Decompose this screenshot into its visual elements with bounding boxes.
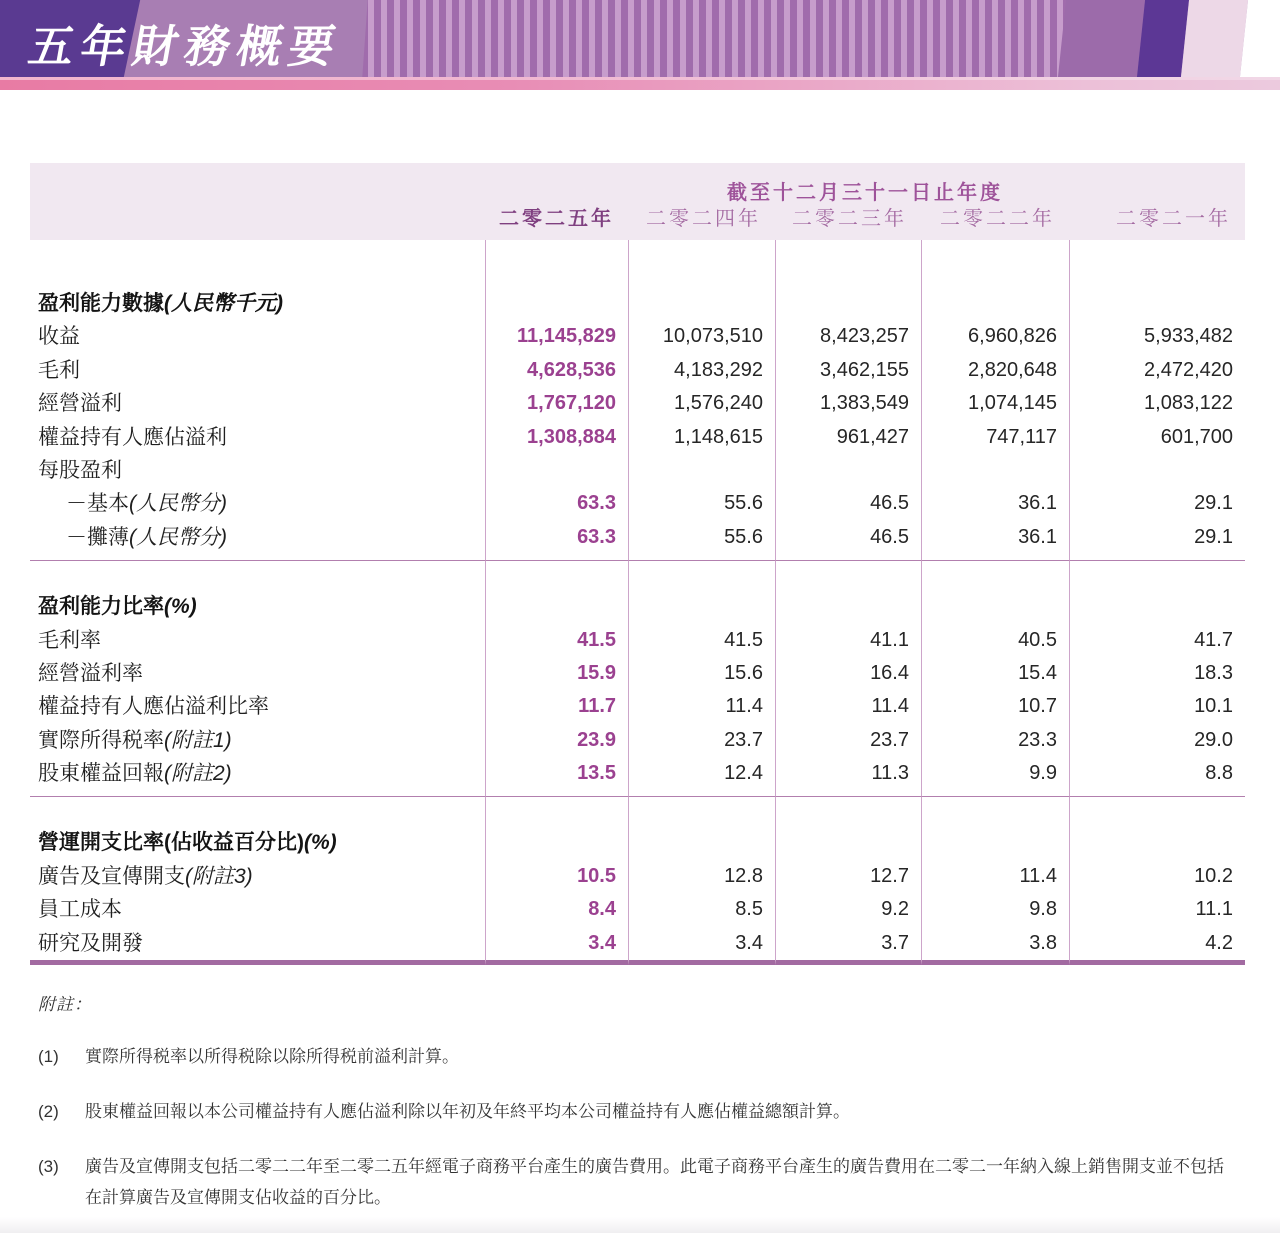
cell-value: 36.1 xyxy=(921,487,1069,520)
row-label-text: 權益持有人應佔溢利 xyxy=(38,425,227,449)
cell-value: 55.6 xyxy=(628,487,775,520)
footnote-number: (1) xyxy=(38,1047,59,1067)
row-label-note: (附註2) xyxy=(164,762,232,786)
section-title-note: (人民幣千元) xyxy=(164,292,283,315)
cell-value xyxy=(921,960,1069,965)
cell-value xyxy=(485,554,628,561)
cell-value xyxy=(775,240,921,287)
row-label xyxy=(30,421,485,454)
cell-value: 1,308,884 xyxy=(485,421,628,454)
cell-value xyxy=(921,287,1069,320)
cell-value: 36.1 xyxy=(921,521,1069,554)
cell-value xyxy=(921,561,1069,590)
section-title xyxy=(30,590,485,623)
year-column-header: 二零二三年 xyxy=(792,208,907,230)
cell-value xyxy=(1069,554,1245,561)
cell-value: 8.5 xyxy=(628,893,775,926)
cell-value xyxy=(1069,797,1245,826)
cell-value: 12.8 xyxy=(628,860,775,893)
row-label xyxy=(30,487,485,520)
cell-value xyxy=(485,287,628,320)
row-label xyxy=(30,724,485,757)
cell-value xyxy=(628,454,775,487)
footnote-item xyxy=(38,1096,1245,1127)
cell-value: 12.4 xyxy=(628,757,775,790)
cell-value xyxy=(485,797,628,826)
table-row xyxy=(30,690,1245,723)
cell-value: 3,462,155 xyxy=(775,354,921,387)
section-header-row xyxy=(30,590,1245,623)
spacer-label xyxy=(30,797,485,826)
cell-value: 15.6 xyxy=(628,657,775,690)
cell-value xyxy=(921,826,1069,859)
cell-value: 6,960,826 xyxy=(921,320,1069,353)
row-label xyxy=(30,690,485,723)
cell-value: 10.7 xyxy=(921,690,1069,723)
cell-value xyxy=(921,240,1069,287)
cell-value xyxy=(1069,826,1245,859)
banner-stripes-decoration xyxy=(348,0,1066,77)
spacer-label xyxy=(30,790,485,797)
cell-value xyxy=(485,454,628,487)
footnote-item xyxy=(38,1151,1245,1213)
section-header-row xyxy=(30,287,1245,320)
cell-value: 15.4 xyxy=(921,657,1069,690)
period-header: 截至十二月三十一日止年度 xyxy=(727,182,1003,204)
row-label xyxy=(30,860,485,893)
cell-value: 1,148,615 xyxy=(628,421,775,454)
cell-value xyxy=(921,797,1069,826)
cell-value: 1,083,122 xyxy=(1069,387,1245,420)
table-row xyxy=(30,757,1245,790)
table-row xyxy=(30,860,1245,893)
cell-value: 63.3 xyxy=(485,521,628,554)
cell-value xyxy=(628,561,775,590)
cell-value: 2,472,420 xyxy=(1069,354,1245,387)
spacer-label xyxy=(30,554,485,561)
cell-value xyxy=(775,790,921,797)
cell-value: 46.5 xyxy=(775,487,921,520)
cell-value xyxy=(628,590,775,623)
cell-value: 4,628,536 xyxy=(485,354,628,387)
row-label xyxy=(30,893,485,926)
cell-value: 23.3 xyxy=(921,724,1069,757)
footnote-number: (2) xyxy=(38,1102,59,1122)
footnote-item xyxy=(38,1041,1245,1072)
cell-value xyxy=(775,554,921,561)
cell-value: 46.5 xyxy=(775,521,921,554)
footnotes-section xyxy=(30,990,1245,1213)
table-row xyxy=(30,893,1245,926)
table-row xyxy=(30,724,1245,757)
cell-value: 9.8 xyxy=(921,893,1069,926)
footnote-number: (3) xyxy=(38,1157,59,1177)
section-title-text: 盈利能力比率 xyxy=(38,595,164,619)
cell-value xyxy=(485,561,628,590)
cell-value xyxy=(775,826,921,859)
footnote-text: 廣告及宣傳開支包括二零二二年至二零二五年經電子商務平台產生的廣告費用。此電子商務平台產生的廣告費用在二零二一年納入線上銷售開支並不包括在計算廣告及宣傳開支佔收益的百分比。 xyxy=(85,1157,1224,1208)
row-label-text: 權益持有人應佔溢利比率 xyxy=(38,695,269,719)
cell-value: 11.1 xyxy=(1069,893,1245,926)
cell-value xyxy=(775,287,921,320)
footnotes-list xyxy=(38,1041,1245,1213)
row-label-text: 每股盈利 xyxy=(38,458,122,482)
cell-value: 12.7 xyxy=(775,860,921,893)
cell-value xyxy=(1069,590,1245,623)
cell-value: 3.4 xyxy=(628,927,775,960)
cell-value xyxy=(628,240,775,287)
row-label xyxy=(30,657,485,690)
cell-value: 8.4 xyxy=(485,893,628,926)
cell-value: 11.7 xyxy=(485,690,628,723)
section-title-text: 盈利能力數據 xyxy=(38,292,164,315)
cell-value: 4,183,292 xyxy=(628,354,775,387)
cell-value: 23.7 xyxy=(775,724,921,757)
table-row xyxy=(30,421,1245,454)
cell-value: 3.4 xyxy=(485,927,628,960)
row-label-note: (人民幣分) xyxy=(129,492,227,516)
cell-value xyxy=(775,561,921,590)
cell-value xyxy=(1069,287,1245,320)
banner-pink-band xyxy=(1181,0,1248,77)
cell-value: 41.1 xyxy=(775,624,921,657)
year-header-spacer xyxy=(30,202,485,231)
cell-value xyxy=(775,590,921,623)
cell-value: 40.5 xyxy=(921,624,1069,657)
cell-value xyxy=(1069,240,1245,287)
row-label-text: 實際所得税率 xyxy=(38,728,164,752)
row-label-text: 廣告及宣傳開支 xyxy=(38,864,185,888)
page-title: 五年財務概要 xyxy=(24,21,346,72)
table-row xyxy=(30,387,1245,420)
row-label-text: 研究及開發 xyxy=(38,931,143,955)
row-label xyxy=(30,387,485,420)
row-label xyxy=(30,521,485,554)
year-header-row xyxy=(30,202,1245,231)
year-column-header: 二零二四年 xyxy=(646,208,761,230)
cell-value xyxy=(775,960,921,965)
row-label xyxy=(30,354,485,387)
table-row xyxy=(30,521,1245,554)
section-title-note: (%) xyxy=(164,595,197,619)
cell-value: 63.3 xyxy=(485,487,628,520)
footnotes-heading: 附註： xyxy=(38,995,92,1015)
spacer-row xyxy=(30,561,1245,590)
cell-value xyxy=(485,960,628,965)
cell-value: 10.2 xyxy=(1069,860,1245,893)
row-label-text: －攤薄 xyxy=(66,525,129,549)
spacer-label xyxy=(30,561,485,590)
year-column-header: 二零二一年 xyxy=(1116,208,1231,230)
cell-value: 1,383,549 xyxy=(775,387,921,420)
banner-white-band xyxy=(1240,0,1280,77)
row-label-text: 員工成本 xyxy=(38,898,122,922)
section-title xyxy=(30,287,485,320)
cell-value: 11.4 xyxy=(775,690,921,723)
cell-value xyxy=(775,797,921,826)
cell-value xyxy=(1069,454,1245,487)
cell-value: 10,073,510 xyxy=(628,320,775,353)
cell-value xyxy=(628,960,775,965)
row-label-text: －基本 xyxy=(66,492,129,516)
row-label xyxy=(30,624,485,657)
section-divider-rule xyxy=(30,790,1245,797)
row-label xyxy=(30,927,485,960)
cell-value: 23.9 xyxy=(485,724,628,757)
row-label-text: 經營溢利 xyxy=(38,392,122,416)
row-label-text: 經營溢利率 xyxy=(38,661,143,685)
footnote-text: 實際所得税率以所得税除以除所得税前溢利計算。 xyxy=(85,1047,459,1067)
page-banner xyxy=(0,0,1280,90)
year-column-header: 二零二五年 xyxy=(499,208,614,230)
cell-value xyxy=(628,790,775,797)
banner-pink-underline xyxy=(0,77,1280,90)
section-title xyxy=(30,826,485,859)
cell-value: 41.5 xyxy=(485,624,628,657)
row-label-text: 毛利率 xyxy=(38,628,101,652)
cell-value: 10.1 xyxy=(1069,690,1245,723)
cell-value: 3.8 xyxy=(921,927,1069,960)
cell-value xyxy=(628,554,775,561)
cell-value: 1,074,145 xyxy=(921,387,1069,420)
cell-value xyxy=(921,454,1069,487)
banner-medium-band xyxy=(1058,0,1145,77)
row-label-text: 毛利 xyxy=(38,358,80,382)
cell-value: 13.5 xyxy=(485,757,628,790)
table-row xyxy=(30,454,1245,487)
row-label xyxy=(30,454,485,487)
cell-value: 16.4 xyxy=(775,657,921,690)
spacer-row xyxy=(30,240,1245,287)
row-label xyxy=(30,320,485,353)
cell-value: 11.4 xyxy=(921,860,1069,893)
cell-value: 55.6 xyxy=(628,521,775,554)
cell-value: 2,820,648 xyxy=(921,354,1069,387)
page-bottom-fade xyxy=(0,1217,1280,1233)
table-row xyxy=(30,624,1245,657)
spacer-label xyxy=(30,240,485,287)
row-label-note: (人民幣分) xyxy=(129,525,227,549)
cell-value: 11.3 xyxy=(775,757,921,790)
table-body xyxy=(30,240,1245,960)
row-label xyxy=(30,757,485,790)
section-title-note: (%) xyxy=(304,831,337,855)
cell-value xyxy=(921,590,1069,623)
section-title-text: 營運開支比率(佔收益百分比) xyxy=(38,831,304,855)
cell-value: 18.3 xyxy=(1069,657,1245,690)
table-row xyxy=(30,927,1245,960)
table-row xyxy=(30,487,1245,520)
row-label-text: 股東權益回報 xyxy=(38,762,164,786)
cell-value: 9.2 xyxy=(775,893,921,926)
cell-value xyxy=(1069,561,1245,590)
footnote-text: 股東權益回報以本公司權益持有人應佔溢利除以年初及年終平均本公司權益持有人應佔權益總額計算。 xyxy=(85,1102,850,1122)
table-header-band xyxy=(30,163,1245,240)
cell-value: 5,933,482 xyxy=(1069,320,1245,353)
cell-value xyxy=(628,287,775,320)
cell-value xyxy=(775,454,921,487)
cell-value: 29.0 xyxy=(1069,724,1245,757)
cell-value: 41.7 xyxy=(1069,624,1245,657)
cell-value xyxy=(1069,790,1245,797)
cell-value: 29.1 xyxy=(1069,521,1245,554)
row-label-note: (附註3) xyxy=(185,864,253,888)
cell-value: 29.1 xyxy=(1069,487,1245,520)
section-header-row xyxy=(30,826,1245,859)
year-column-header: 二零二二年 xyxy=(940,208,1055,230)
row-label-note: (附註1) xyxy=(164,728,232,752)
cell-value: 3.7 xyxy=(775,927,921,960)
cell-value: 1,767,120 xyxy=(485,387,628,420)
spacer-label xyxy=(30,960,485,965)
cell-value: 11,145,829 xyxy=(485,320,628,353)
cell-value: 9.9 xyxy=(921,757,1069,790)
table-row xyxy=(30,354,1245,387)
cell-value: 1,576,240 xyxy=(628,387,775,420)
cell-value xyxy=(485,826,628,859)
financial-summary-table xyxy=(30,163,1245,960)
table-row xyxy=(30,657,1245,690)
cell-value xyxy=(628,826,775,859)
cell-value: 8.8 xyxy=(1069,757,1245,790)
cell-value: 8,423,257 xyxy=(775,320,921,353)
cell-value: 4.2 xyxy=(1069,927,1245,960)
cell-value: 601,700 xyxy=(1069,421,1245,454)
cell-value xyxy=(921,790,1069,797)
cell-value xyxy=(485,790,628,797)
cell-value: 15.9 xyxy=(485,657,628,690)
table-row xyxy=(30,320,1245,353)
row-label-text: 收益 xyxy=(38,325,80,349)
cell-value: 10.5 xyxy=(485,860,628,893)
section-divider-rule xyxy=(30,554,1245,561)
cell-value: 41.5 xyxy=(628,624,775,657)
cell-value: 23.7 xyxy=(628,724,775,757)
cell-value: 11.4 xyxy=(628,690,775,723)
cell-value xyxy=(628,797,775,826)
cell-value: 747,117 xyxy=(921,421,1069,454)
banner-purple-band xyxy=(0,0,1280,77)
cell-value xyxy=(485,240,628,287)
cell-value xyxy=(485,590,628,623)
spacer-row xyxy=(30,797,1245,826)
cell-value xyxy=(1069,960,1245,965)
cell-value xyxy=(921,554,1069,561)
cell-value: 961,427 xyxy=(775,421,921,454)
